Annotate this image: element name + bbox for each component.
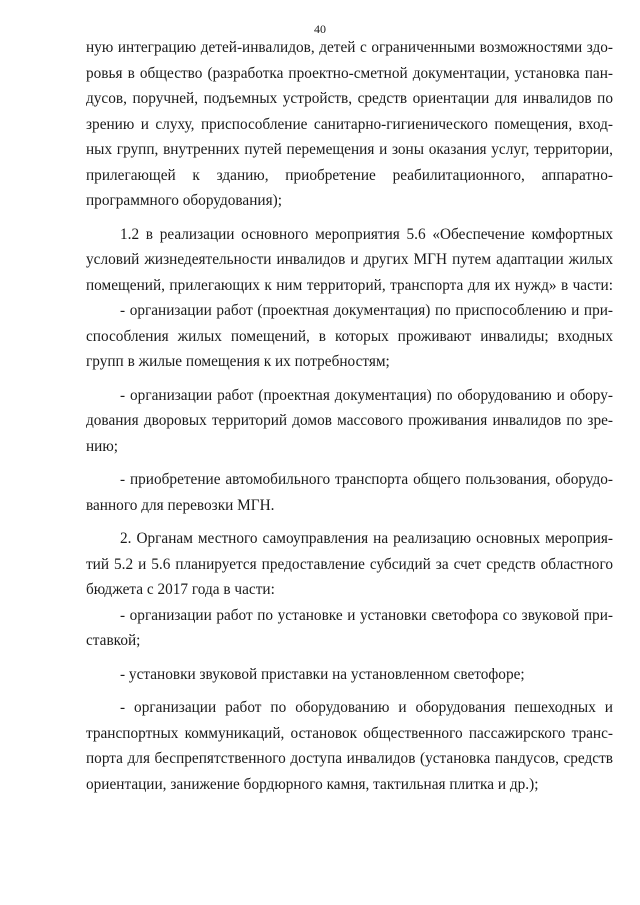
text-line: групп в жилые помещения к их потребностям; [86,353,390,370]
page-number: 40 [314,22,326,36]
text-line: - приобретение автомобильного транспорта общего пользования, оборудо- [120,471,613,488]
text-line: - организации работ (проектная документация) по оборудованию и обору- [120,386,613,404]
text-line: зрению и слуху, приспособление санитарно-гигиенического помещения, вход- [86,115,613,133]
text-line: - организации работ по оборудованию и оборудования пешеходных и [120,699,613,716]
text-line: нию; [86,437,119,455]
text-line: ориентации, занижение бордюрного камня, тактильная плитка и др.); [86,775,539,793]
text-line: - организации работ по установке и установки светофора со звуковой при- [120,606,613,624]
text-line: условий жизнедеятельности инвалидов и других МГН путем адаптации жилых [86,251,613,268]
text-line: программного оборудования); [86,192,282,209]
text-line: - организации работ (проектная документация) по приспособлению и при- [120,302,613,319]
paragraph-gap [86,654,613,662]
text-line: помещений, прилегающих к ним территорий, транспорта для их нужд» в части: [86,276,613,294]
text-line: бюджета с 2017 года в части: [86,581,275,598]
text-line: ную интеграцию детей-инвалидов, детей с ограниченными возможностями здо- [86,39,613,56]
text-line: дования дворовых территорий домов массового проживания инвалидов по зре- [86,412,613,429]
paragraph-gap [86,214,613,222]
text-line: ванного для перевозки МГН. [86,496,275,514]
text-line: ных групп, внутренних путей перемещения и зоны оказания услуг, территории, [86,141,613,158]
paragraph-gap [86,518,613,526]
text-line: ровья в общество (разработка проектно-сметной документации, установка пан- [86,64,613,82]
document-body [86,35,613,797]
text-line: способления жилых помещений, в которых проживают инвалиды; входных [86,327,613,345]
paragraph-gap [86,375,613,383]
text-line: 1.2 в реализации основного мероприятия 5.6 «Обеспечение комфортных [120,225,613,243]
paragraph-gap [86,459,613,467]
text-line: дусов, поручней, подъемных устройств, средств ориентации для инвалидов по [86,90,613,107]
text-line: 2. Органам местного самоуправления на реализацию основных мероприя- [120,530,613,547]
text-line: ставкой; [86,632,141,649]
text-line: тий 5.2 и 5.6 планируется предоставление субсидий за счет средств областного [86,555,613,573]
text-line: порта для беспрепятственного доступа инвалидов (установка пандусов, средств [86,750,613,767]
text-line: прилегающей к зданию, приобретение реабилитационного, аппаратно- [86,166,613,184]
text-line: - установки звуковой приставки на установленном светофоре; [120,665,525,683]
paragraph-gap [86,687,613,695]
text-line: транспортных коммуникаций, остановок общественного пассажирского транс- [86,724,613,742]
